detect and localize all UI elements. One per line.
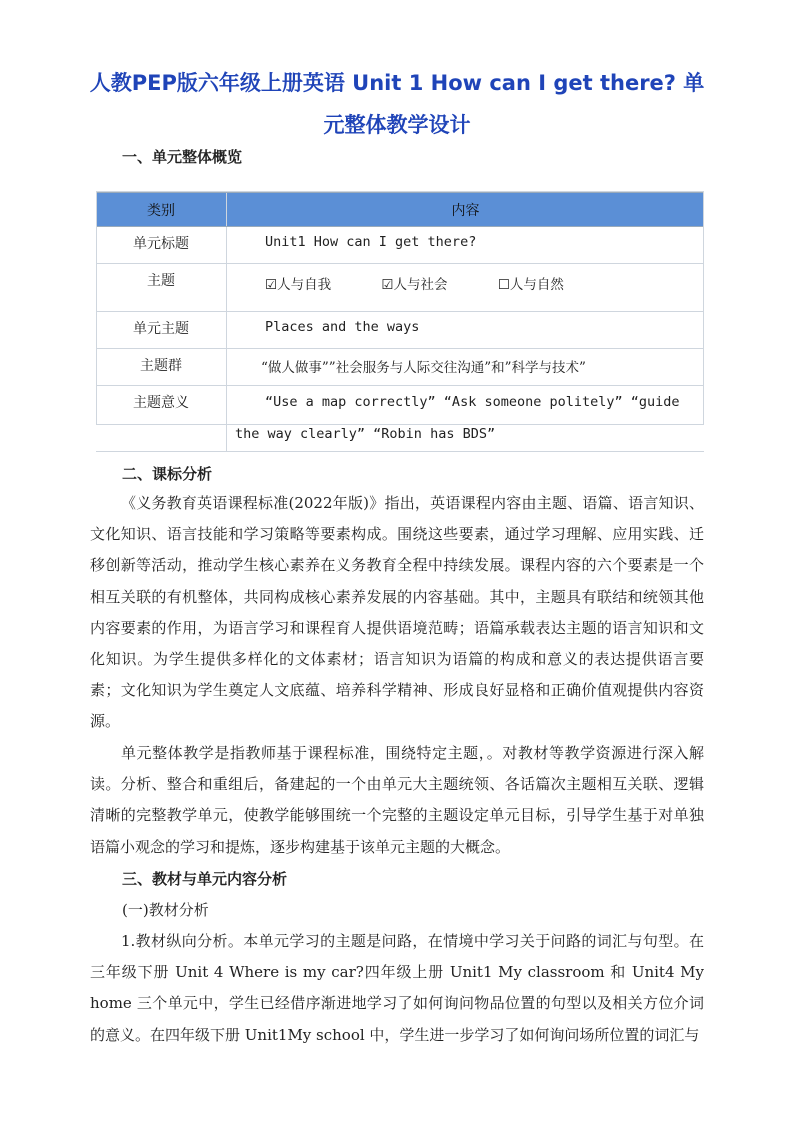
section-heading-standards: 二、课标分析: [122, 465, 213, 483]
table-row: [96, 386, 704, 452]
header-content: 内容: [227, 192, 705, 227]
row-category: 单元标题: [96, 227, 227, 264]
row-value: Places and the ways: [227, 312, 705, 349]
document-title: 人教PEP版六年级上册英语 Unit 1 How can I get there? 单元整体教学设计: [89, 71, 705, 137]
table-row: [96, 264, 704, 312]
row-category: 单元主题: [96, 312, 227, 349]
row-value: Unit1 How can I get there?: [227, 227, 705, 264]
table-header-row: [96, 192, 704, 227]
paragraph-standards: 《义务教育英语课程标准(2022年版)》指出，英语课程内容由主题、语篇、语言知识、文化知识、语言技能和学习策略等要素构成。围绕这些要素，通过学习理解、应用实践、迁移创新等活动，推动学生核心素养在义务教育全程中持续发展。课程内容的六个要素是一个相互关联的有机整体，共同构成核心素养发展的内容基础。其中，主题具有联结和统领其他内容要素的作用，为语言学习和课程育人提供语境范畴；语篇承载表达主题的语言知识和文化知识。为学生提供多样化的文体素材；语言知识为语篇的构成和意义的表达提供语言要素；文化知识为学生奠定人文底蕴、培养科学精神、形成良好显格和正确价值观提供内容资源。: [90, 494, 704, 731]
paragraph-vertical-analysis: 1.教材纵向分析。本单元学习的主题是问路，在情境中学习关于问路的词汇与句型。在三年级下册 Unit 4 Where is my car?四年级上册 Unit1 My classroom 和 Unit4 My home 三个单元中，学生已经借序渐进地学习了如何询问物品位置的句型以及相关方位介词的意义。在四年级下册 Unit1My school 中，学生进一步学习了如何询问场所位置的词汇与: [90, 932, 704, 1044]
checkbox-option-self: ☑人与自我: [265, 277, 332, 293]
checkbox-option-nature: ☐人与自然: [497, 277, 564, 293]
row-value: “Use a map correctly” “Ask someone politely” “guide the way clearly” “Robin has BDS”: [227, 386, 705, 452]
row-category: 主题: [96, 264, 227, 312]
row-value: “做人做事””社会服务与人际交往沟通”和”科学与技术”: [227, 349, 705, 386]
row-category: 主题群: [96, 349, 227, 386]
header-category: 类别: [96, 192, 227, 227]
row-category: 主题意义: [96, 386, 227, 452]
overview-table: [96, 191, 704, 452]
section-heading-materials: 三、教材与单元内容分析: [122, 870, 288, 888]
subheading-material-analysis: (一)教材分析: [122, 901, 209, 919]
row-value-options: [227, 264, 705, 312]
paragraph-unit-teaching: 单元整体教学是指教师基于课程标准，围绕特定主题，。对教材等教学资源进行深入解读。分析、整合和重组后，备建起的一个由单元大主题统领、各话篇次主题相互关联、逻辑清晰的完整教学单元，使教学能够围统一个完整的主题设定单元目标，引导学生基于对单独语篇小观念的学习和提炼，逐步构建基于该单元主题的大概念。: [90, 744, 704, 856]
table-row: [96, 227, 704, 264]
section-heading-overview: 一、单元整体概览: [122, 148, 243, 166]
table-row: [96, 349, 704, 386]
table-row: [96, 312, 704, 349]
checkbox-option-society: ☑人与社会: [381, 277, 448, 293]
